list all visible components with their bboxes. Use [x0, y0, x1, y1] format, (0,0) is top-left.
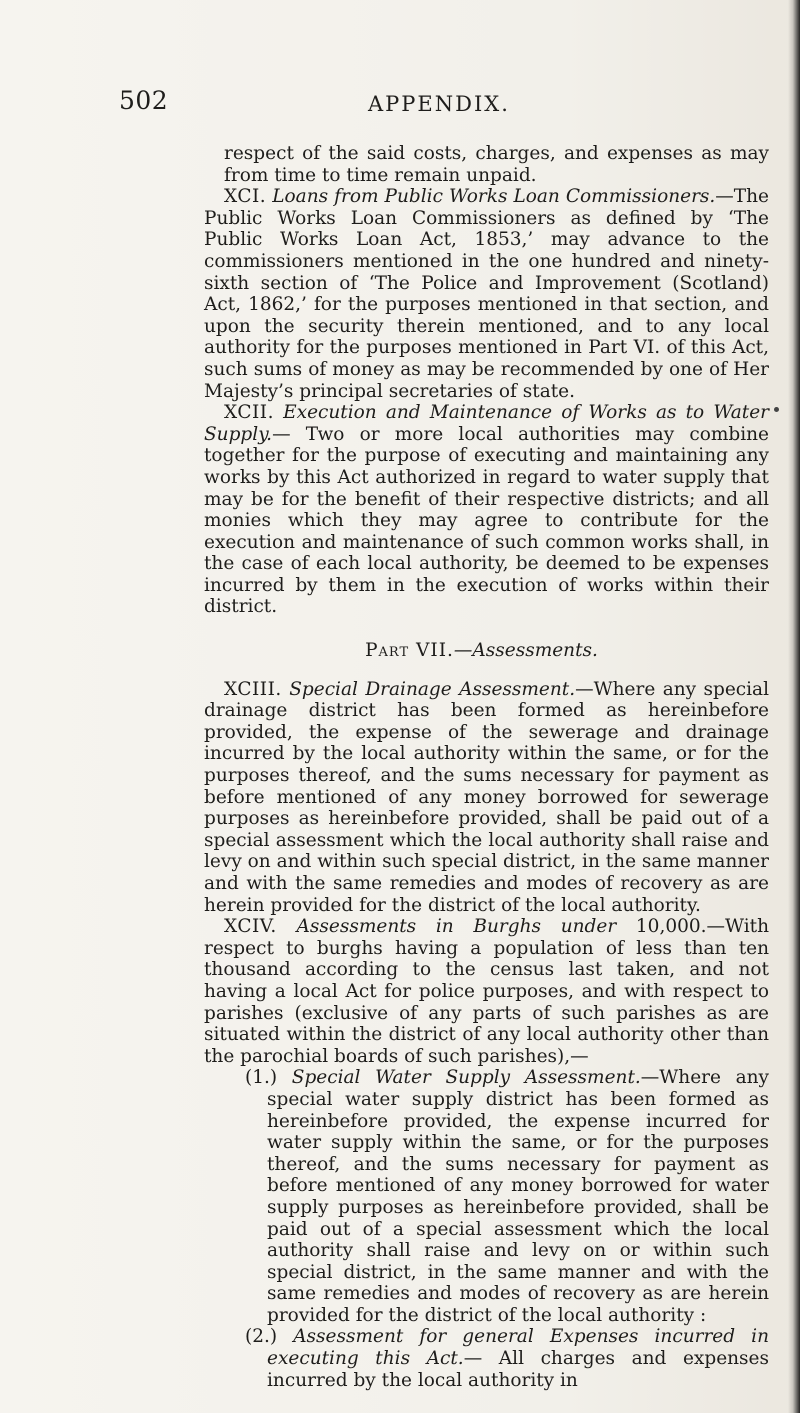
- section-heading: Execution and Maintenance of Works as to Water Supply.: [204, 402, 769, 445]
- section-xci: [204, 186, 769, 402]
- section-heading: Special Drainage Assessment.: [289, 678, 576, 700]
- subsection-heading: Special Water Supply Assessment.: [291, 1067, 641, 1089]
- paragraph-text: respect of the said costs, charges, and expenses as may from time to time remain unpaid.: [224, 143, 769, 186]
- subsection-text: — All charges and expenses incurred by the local authority in: [267, 1348, 769, 1391]
- section-text: — Two or more local authorities may combine together for the purpose of executing and maintaining any works by this Act authorized in regard to water supply that may be for the benefit of their respective districts; and all monies which they may agree to contribute for the execution and maintenance of such common works shall, in the case of each local authority, be deemed to be expenses incurred by them in the execution of works within their district.: [204, 423, 769, 618]
- subsection-1: [225, 1067, 769, 1326]
- running-head: APPENDIX.: [368, 92, 510, 116]
- section-text: —With respect to burghs having a population of less than ten thousand according to the census last taken, and not having a local Act for police purposes, and with respect to parishes (exclusive of any parts of such parishes as are situated within the district of any local authority other than the parochial boards of such parishes),—: [204, 916, 769, 1067]
- part-heading: [204, 640, 769, 662]
- section-xciv: [204, 916, 769, 1067]
- part-title: —Assessments.: [453, 640, 598, 662]
- subsection-text: —Where any special water supply district has been formed as hereinbefore provided, the expense incurred for water supply within the same, or for the purposes thereof, and the sums necessary for payment as before mentioned of any money borrowed for water supply purposes as hereinbefore provided, shall be paid out of a special assessment which the local authority shall raise and levy on or within such special district, in the same manner and with the same remedies and modes of recovery as are herein provided for the district of the local authority :: [267, 1067, 769, 1326]
- continued-paragraph: [224, 143, 769, 186]
- section-text: —The Public Works Loan Commissioners as defined by ‘The Public Works Loan Act, 1853,’ may advance to the commissioners mentioned in the one hundred and ninety-sixth section of ‘The Police and Improvement (Scotland) Act, 1862,’ for the purposes mentioned in that section, and upon the security therein mentioned, and to any local authority for the purposes mentioned in Part VI. of this Act, such sums of money as may be recommended by one of Her Majesty’s principal secretaries of state.: [204, 186, 769, 402]
- page-edge-shadow: [788, 0, 800, 1413]
- section-heading-number: 10,000.: [616, 916, 707, 938]
- subsection-heading: Assessment for general Expenses incurred in executing this Act.: [267, 1326, 769, 1370]
- section-text: —Where any special drainage district has been formed as hereinbefore provided, the expense of the sewerage and drainage incurred by the local authority within the same, or for the purposes thereof, and the sums necessary for payment as before mentioned of any money borrowed for sewerage purposes as hereinbefore provided, shall be paid out of a special assessment which the local authority shall raise and levy on and within such special district, in the same manner and with the same remedies and modes of recovery as are herein provided for the district of the local authority.: [204, 678, 770, 916]
- section-xcii: [204, 402, 769, 618]
- section-heading: Loans from Public Works Loan Commissioners.: [272, 186, 716, 208]
- part-label: Part VII.: [365, 640, 454, 662]
- section-number: XCI.: [224, 186, 267, 208]
- section-xciii: [204, 679, 769, 917]
- page-body: [204, 143, 769, 1391]
- page-number: 502: [119, 86, 169, 115]
- subsection-number: (1.): [245, 1067, 278, 1089]
- section-number: XCIV.: [224, 916, 277, 938]
- section-number: XCIII.: [224, 678, 282, 700]
- subsection-2: [225, 1326, 769, 1391]
- section-heading: Assessments in Burghs under: [296, 916, 617, 938]
- ink-speck: [774, 407, 779, 412]
- section-number: XCII.: [224, 402, 274, 424]
- subsection-number: (2.): [245, 1326, 278, 1348]
